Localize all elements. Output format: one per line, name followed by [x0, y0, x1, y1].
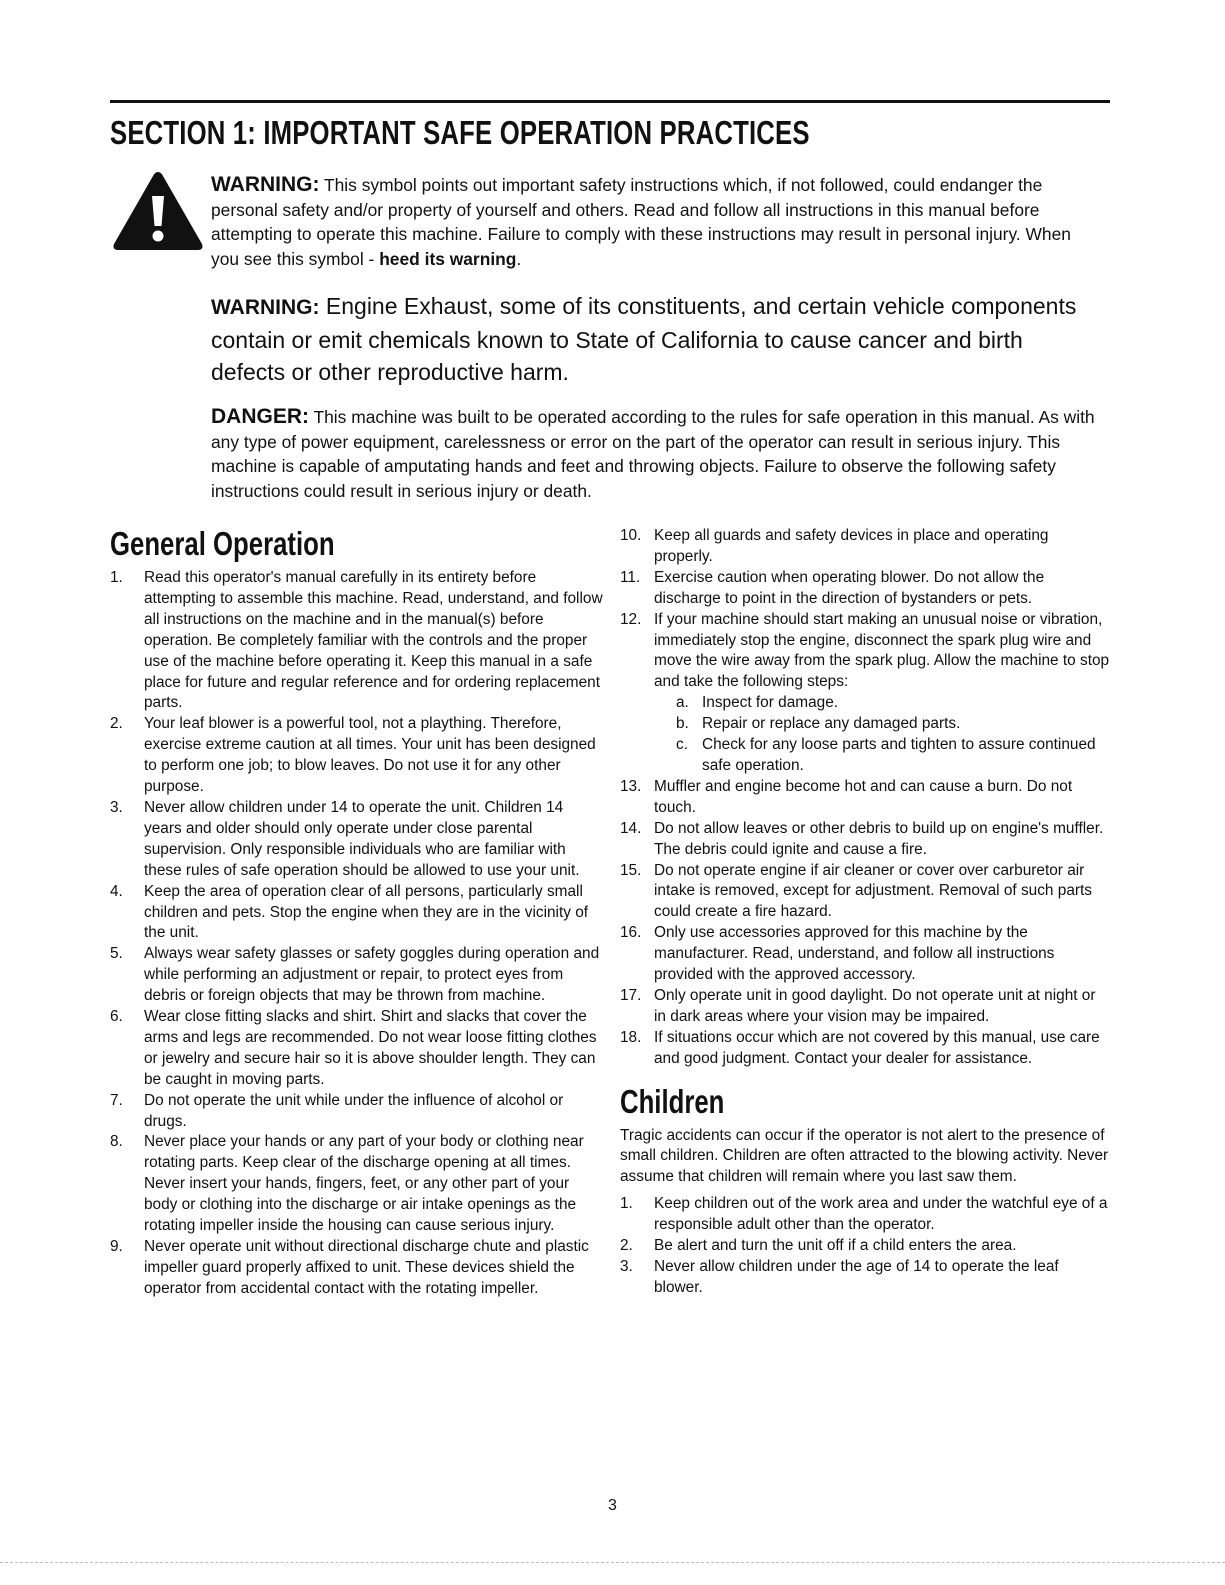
warning-triangle-icon: [112, 170, 204, 252]
item-text: Never operate unit without directional discharge chute and plastic impeller guard properly affixed to unit. These devices shield the operator from accidental contact with the rotating impeller.: [144, 1238, 589, 1297]
danger-label: DANGER:: [211, 405, 309, 428]
list-item: [620, 568, 1110, 610]
item-text: Keep children out of the work area and under the watchful eye of a responsible adult other than the operator.: [654, 1195, 1108, 1234]
list-item: [110, 1007, 605, 1091]
item-number: 10.: [620, 527, 642, 544]
item-text: Muffler and engine become hot and can cause a burn. Do not touch.: [654, 777, 1073, 816]
item-number: 2.: [620, 1237, 633, 1255]
warning-end: .: [516, 248, 522, 269]
item-text: Do not allow leaves or other debris to build up on engine's muffler. The debris could ignite and cause a fire.: [654, 819, 1104, 858]
item-text: If your machine should start making an unusual noise or vibration, immediately stop the engine, disconnect the spark plug wire and move the wire away from the spark plug. Allow the machine to stop and take the following steps:: [654, 610, 1110, 691]
children-heading: Children: [620, 1082, 725, 1120]
list-item: [620, 819, 1110, 861]
item-number: 9.: [110, 1238, 123, 1255]
item-text: Your leaf blower is a powerful tool, not a plaything. Therefore, exercise extreme caution at all times. Your unit has been designed to perform one job; to blow leaves. Do not use it for any other purpose.: [144, 715, 596, 796]
sub-step-list: [654, 693, 1110, 777]
item-text: Do not operate the unit while under the influence of alcohol or drugs.: [144, 1091, 564, 1130]
item-number: 17.: [620, 986, 642, 1004]
item-text: Keep the area of operation clear of all persons, particularly small children and pets. Stop the engine when they are in the vicinity of the unit.: [144, 882, 589, 942]
list-item: [620, 923, 1110, 986]
sub-list-item: [676, 714, 1110, 735]
item-number: 1.: [110, 569, 123, 586]
warning-symbol-paragraph: [211, 173, 1101, 271]
sub-item-letter: a.: [676, 694, 689, 712]
item-text: Only operate unit in good daylight. Do not operate unit at night or in dark areas where your vision may be impaired.: [654, 986, 1096, 1025]
list-item: [110, 714, 605, 798]
general-operation-list: [110, 568, 605, 1300]
item-text: Exercise caution when operating blower. Do not allow the discharge to point in the direction of bystanders or pets.: [654, 568, 1045, 607]
item-number: 11.: [620, 568, 641, 586]
item-number: 12.: [620, 610, 642, 628]
item-number: 3.: [110, 798, 123, 816]
page-bottom-edge: [0, 1562, 1225, 1563]
item-number: 3.: [620, 1258, 633, 1275]
item-text: Do not operate engine if air cleaner or cover over carburetor air intake is removed, except for adjustment. Removal of such parts could create a fire hazard.: [654, 861, 1092, 921]
list-item: [110, 944, 605, 1007]
list-item: [110, 798, 605, 882]
top-rule: [110, 100, 1110, 103]
sub-item-text: Repair or replace any damaged parts.: [702, 715, 961, 733]
list-item: [110, 1091, 605, 1133]
right-column: [620, 526, 1110, 1299]
item-number: 1.: [620, 1195, 633, 1213]
item-number: 7.: [110, 1091, 123, 1109]
item-number: 6.: [110, 1008, 123, 1026]
item-number: 16.: [620, 924, 642, 942]
list-item: [620, 1236, 1110, 1257]
item-text: Keep all guards and safety devices in place and operating properly.: [654, 527, 1049, 565]
sub-list-item: [676, 735, 1110, 777]
warning-text: This symbol points out important safety instructions which, if not followed, could endanger the personal safety and/or property of yourself and others. Read and follow all instructions in this manual before attempting to operate this machine. Failure to comply with these instructions may result in personal injury. When you see this symbol -: [211, 175, 1071, 269]
sub-item-letter: c.: [676, 736, 688, 754]
children-intro: Tragic accidents can occur if the operator is not alert to the presence of small children. Children are often attracted to the blowing activity. Never assume that children will remain where you last saw them.: [620, 1126, 1109, 1186]
item-text: Wear close fitting slacks and shirt. Shirt and slacks that cover the arms and legs are recommended. Do not wear loose fitting clothes or jewelry and secure hair so it is above shoulder length. They can be caught in moving parts.: [144, 1008, 597, 1088]
item-text: Read this operator's manual carefully in its entirety before attempting to assemble this machine. Read, understand, and follow all instructions on the machine and in the manual(s) before operation. Be completely familiar with the controls and the proper use of the machine before operating it. Keep this manual in a safe place for future and regular reference and for ordering replacement parts.: [144, 569, 603, 712]
item-text: Be alert and turn the unit off if a child enters the area.: [654, 1237, 1017, 1255]
warning-label: WARNING:: [211, 173, 320, 196]
list-item: [620, 1257, 1110, 1299]
list-item: [620, 986, 1110, 1028]
item-text: Only use accessories approved for this machine by the manufacturer. Read, understand, and follow all instructions provided with the approved accessory.: [654, 924, 1055, 984]
item-number: 5.: [110, 945, 123, 963]
section-title: SECTION 1: IMPORTANT SAFE OPERATION PRACTICES: [110, 114, 810, 151]
california-warning-paragraph: [211, 290, 1101, 388]
danger-text: This machine was built to be operated according to the rules for safe operation in this manual. As with any type of power equipment, carelessness or error on the part of the operator can result in serious injury. This machine is capable of amputating hands and feet and throwing objects. Failure to observe the following safety instructions could result in serious injury or death.: [211, 407, 1095, 501]
item-text: Never allow children under 14 to operate the unit. Children 14 years and older should only operate under close parental supervision. Only responsible individuals who are familiar with these rules of safe operation should be allowed to use your unit.: [144, 798, 580, 879]
item-text: Always wear safety glasses or safety goggles during operation and while performing an adjustment or repair, to protect eyes from debris or foreign objects that may be thrown from machine.: [144, 945, 600, 1005]
children-list: [620, 1194, 1110, 1299]
item-number: 4.: [110, 882, 123, 900]
list-item: [620, 526, 1110, 568]
sub-item-letter: b.: [676, 715, 689, 733]
general-operation-heading: General Operation: [110, 525, 335, 562]
sub-list-item: [676, 693, 1110, 714]
item-number: 18.: [620, 1028, 642, 1046]
item-number: 8.: [110, 1133, 123, 1151]
danger-paragraph: [211, 405, 1101, 503]
list-item: [620, 1194, 1110, 1236]
page-number: 3: [608, 1497, 617, 1514]
general-operation-list-continued: [620, 526, 1110, 1070]
list-item: [620, 610, 1110, 777]
warning-label: WARNING:: [211, 296, 320, 319]
item-text: Never place your hands or any part of your body or clothing near rotating parts. Keep clear of the discharge opening at all times. Never insert your hands, fingers, feet, or any other part of your body or clothing into the discharge or air intake openings as the rotating impeller inside the housing can cause serious injury.: [144, 1133, 584, 1235]
list-item: [620, 1028, 1110, 1070]
sub-item-text: Check for any loose parts and tighten to assure continued safe operation.: [702, 736, 1096, 774]
item-number: 15.: [620, 861, 642, 879]
california-warning-text: Engine Exhaust, some of its constituents, and certain vehicle components contain or emit chemicals known to State of California to cause cancer and birth defects or other reproductive harm.: [211, 293, 1077, 385]
item-text: Never allow children under the age of 14 to operate the leaf blower.: [654, 1258, 1059, 1296]
list-item: [110, 1237, 605, 1300]
item-number: 14.: [620, 819, 642, 837]
item-text: If situations occur which are not covered by this manual, use care and good judgment. Contact your dealer for assistance.: [654, 1028, 1100, 1067]
list-item: [620, 861, 1110, 924]
list-item: [110, 568, 605, 714]
list-item: [620, 777, 1110, 819]
sub-item-text: Inspect for damage.: [702, 694, 839, 712]
item-number: 13.: [620, 777, 642, 795]
list-item: [110, 882, 605, 945]
left-column: [110, 526, 605, 1300]
list-item: [110, 1132, 605, 1237]
heed-warning-emphasis: heed its warning: [379, 248, 517, 269]
item-number: 2.: [110, 715, 123, 733]
